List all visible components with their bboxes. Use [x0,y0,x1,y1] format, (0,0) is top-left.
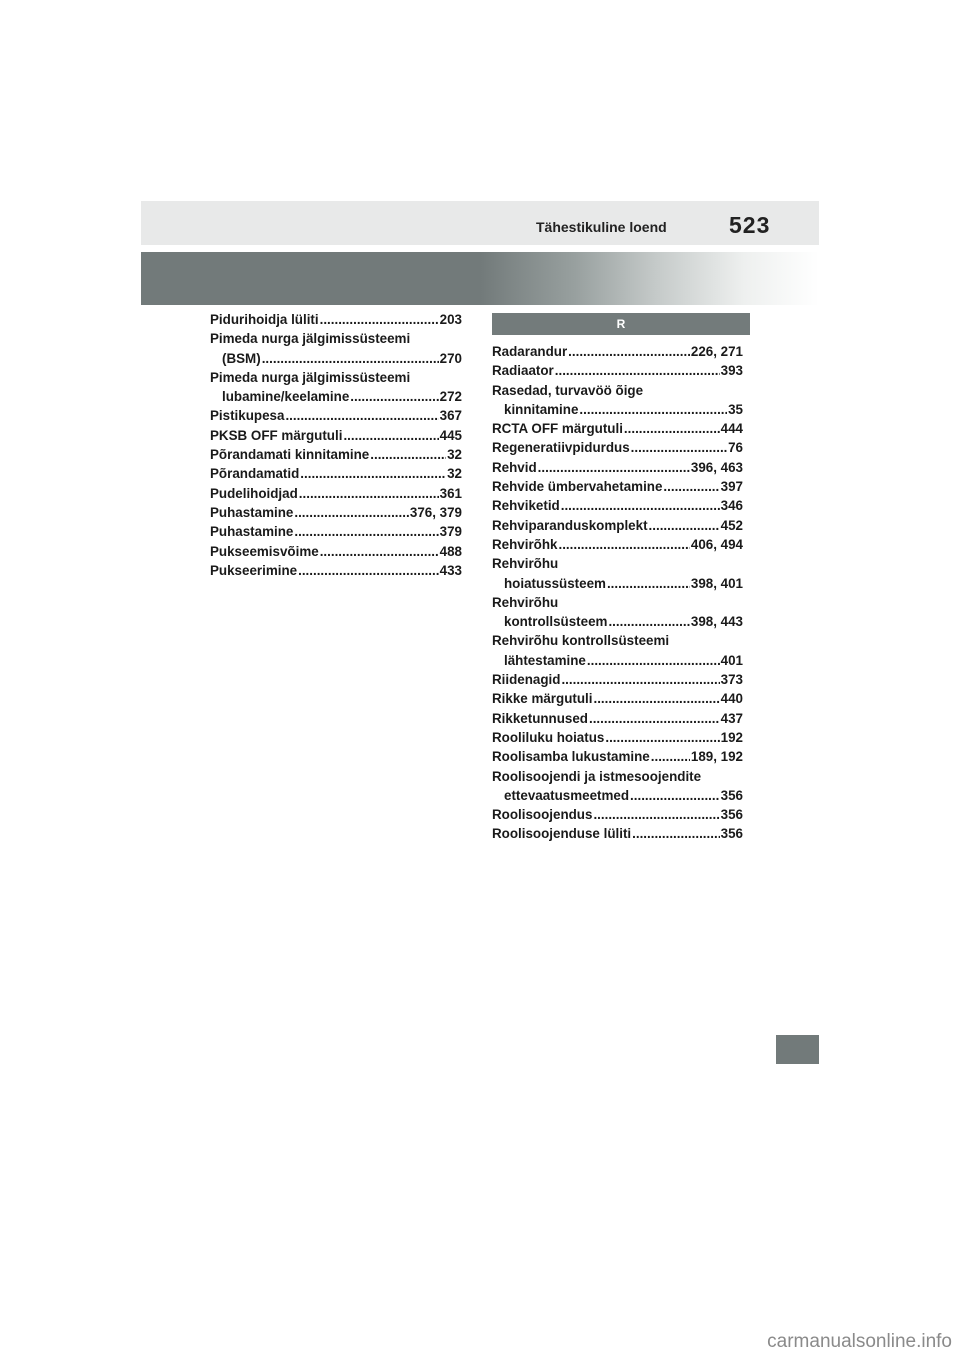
index-entry [210,484,462,503]
dot-leader [605,728,719,747]
index-entry [492,574,743,593]
index-entry-page: 270 [439,350,462,366]
index-entry-page: 433 [439,562,462,578]
index-entry-page: 189, 192 [690,749,743,765]
watermark: carmanualsonline.info [767,1331,952,1352]
index-entry [210,503,462,522]
thumb-index-tab [776,1035,819,1064]
index-entry-page: 444 [720,421,743,437]
index-entry-page: 398, 401 [690,575,743,591]
index-entry-page: 488 [439,543,462,559]
index-entry-page: 452 [720,517,743,533]
index-entry-page: 32 [447,466,462,482]
index-entry-page: 32 [447,447,462,463]
dot-leader [299,484,439,503]
dot-leader [607,574,690,593]
index-entry-page: 361 [439,485,462,501]
index-entry-term: lähtestamine [504,652,586,668]
index-entry [492,516,743,535]
index-entry [492,535,743,554]
index-entry-term: Roolisamba lukustamine [492,749,650,765]
index-entry-term: Radarandur [492,344,568,359]
dot-leader [294,522,438,541]
index-entry-page: 398, 443 [690,614,743,630]
index-entry-page: 406, 494 [690,536,743,552]
dot-leader [555,361,720,380]
dot-leader [561,496,720,515]
index-entry-term: Roolisoojenduse lüliti [492,826,632,842]
dot-leader [630,786,720,805]
dot-leader [350,387,438,406]
index-entry-term: Rehvide ümbervahetamine [492,479,663,495]
index-entry-heading: Rehvirõhu [492,556,559,572]
index-entry [492,438,743,457]
dot-leader [343,426,438,445]
index-entry-term: Põrandamatid [210,466,300,482]
index-entry-term: lubamine/keelamine [222,389,350,405]
dot-leader [663,477,719,496]
index-entry-term: Rikketunnused [492,710,588,726]
index-entry-page: 367 [439,408,462,424]
index-entry-page: 203 [439,312,462,327]
dot-leader [285,406,438,425]
index-entry-page: 192 [720,729,743,745]
index-entry-page: 440 [720,691,743,707]
dot-leader [632,824,720,843]
index-entry [492,342,743,361]
dot-leader [608,612,689,631]
index-entry [492,709,743,728]
index-entry-term: Pukseemisvõime [210,543,319,559]
index-entry-page: 356 [720,807,743,823]
index-entry-heading: Roolisoojendi ja istmesoojendite [492,768,702,784]
index-entry-term: hoiatussüsteem [504,575,606,591]
index-entry [492,477,743,496]
header-band [141,201,819,245]
dot-leader [538,458,690,477]
index-entry [492,824,743,843]
index-entry-term: Radiaator [492,363,554,379]
index-entry-term: Pistikupesa [210,408,285,424]
index-entry [492,747,743,766]
index-entry-term: RCTA OFF märgutuli [492,421,623,437]
index-entry-page: 356 [720,826,743,842]
index-entry-heading: Rasedad, turvavöö õige [492,382,644,398]
index-entry [492,689,743,708]
index-entry-page: 346 [720,498,743,514]
index-entry [492,670,743,689]
index-entry [210,426,462,445]
section-letter-bar: R [492,313,750,335]
index-entry-page: 376, 379 [409,504,462,520]
index-entry-term: Rooliluku hoiatus [492,729,605,745]
index-entry-term: Regeneratiivpidurdus [492,440,630,456]
index-entry [492,419,743,438]
index-entry [492,651,743,670]
index-entry [492,805,743,824]
index-entry-term: Puhastamine [210,524,294,540]
dot-leader [624,419,720,438]
dot-leader [320,542,439,561]
index-entry [492,400,743,419]
dot-leader [649,516,720,535]
index-entry [492,728,743,747]
index-entry-term: Roolisoojendus [492,807,593,823]
index-column-right [492,342,743,844]
dot-leader [320,310,439,329]
index-entry-page: 272 [439,389,462,405]
index-entry-term: (BSM) [222,350,261,366]
dot-leader [262,349,439,368]
index-entry [210,406,462,425]
dot-leader [579,400,727,419]
index-entry-term: Rehviketid [492,498,560,514]
dot-leader [587,651,720,670]
index-entry [492,361,743,380]
index-entry-page: 226, 271 [690,344,743,359]
index-entry-heading: Rehvirõhu [492,594,559,610]
dot-leader [561,670,719,689]
index-entry [210,522,462,541]
index-entry [210,464,462,483]
dot-leader [558,535,689,554]
index-entry [492,786,743,805]
index-entry-term: Pidurihoidja lüliti [210,312,319,327]
index-entry-term: PKSB OFF märgutuli [210,427,343,443]
index-entry-heading: Rehvirõhu kontrollsüsteemi [492,633,670,649]
index-entry-page: 393 [720,363,743,379]
index-entry-term: Puhastamine [210,504,294,520]
dot-leader [370,445,446,464]
index-entry-term: Rehvid [492,459,537,475]
index-entry [492,458,743,477]
index-entry-page: 401 [720,652,743,668]
index-entry [210,561,462,580]
index-entry [492,612,743,631]
index-entry [210,349,462,368]
index-entry [210,445,462,464]
index-entry-term: kinnitamine [504,401,579,417]
dot-leader [593,689,719,708]
dot-leader [631,438,727,457]
index-entry-term: Põrandamati kinnitamine [210,447,370,463]
index-entry-page: 356 [720,787,743,803]
dot-leader [294,503,409,522]
dot-leader [651,747,690,766]
index-entry-term: Rehviparanduskomplekt [492,517,648,533]
index-entry-page: 437 [720,710,743,726]
index-entry-heading: Pimeda nurga jälgimissüsteemi [210,369,411,385]
dot-leader [568,342,690,361]
index-entry-page: 373 [720,672,743,688]
running-header-title: Tähestikuline loend [536,219,667,235]
index-entry [210,387,462,406]
dot-leader [589,709,720,728]
index-entry [210,542,462,561]
index-entry-term: Riidenagid [492,672,561,688]
index-entry-page: 379 [439,524,462,540]
index-entry-page: 76 [728,440,743,456]
index-entry-term: kontrollsüsteem [504,614,608,630]
index-entry-heading: Pimeda nurga jälgimissüsteemi [210,331,411,347]
index-entry-page: 445 [439,427,462,443]
index-entry-page: 396, 463 [690,459,743,475]
index-entry-term: ettevaatusmeetmed [504,787,630,803]
index-entry-term: Rikke märgutuli [492,691,593,707]
dot-leader [300,464,446,483]
index-entry-term: Rehvirõhk [492,536,558,552]
dot-leader [298,561,439,580]
index-entry [492,496,743,515]
index-column-left [210,310,462,580]
dot-leader [593,805,719,824]
page-number: 523 [729,212,771,238]
index-entry [210,310,462,329]
index-entry-term: Pukseerimine [210,562,298,578]
index-entry-page: 35 [728,401,743,417]
decorative-gradient-band [141,252,819,305]
index-entry-term: Pudelihoidjad [210,485,298,501]
index-entry-page: 397 [720,479,743,495]
